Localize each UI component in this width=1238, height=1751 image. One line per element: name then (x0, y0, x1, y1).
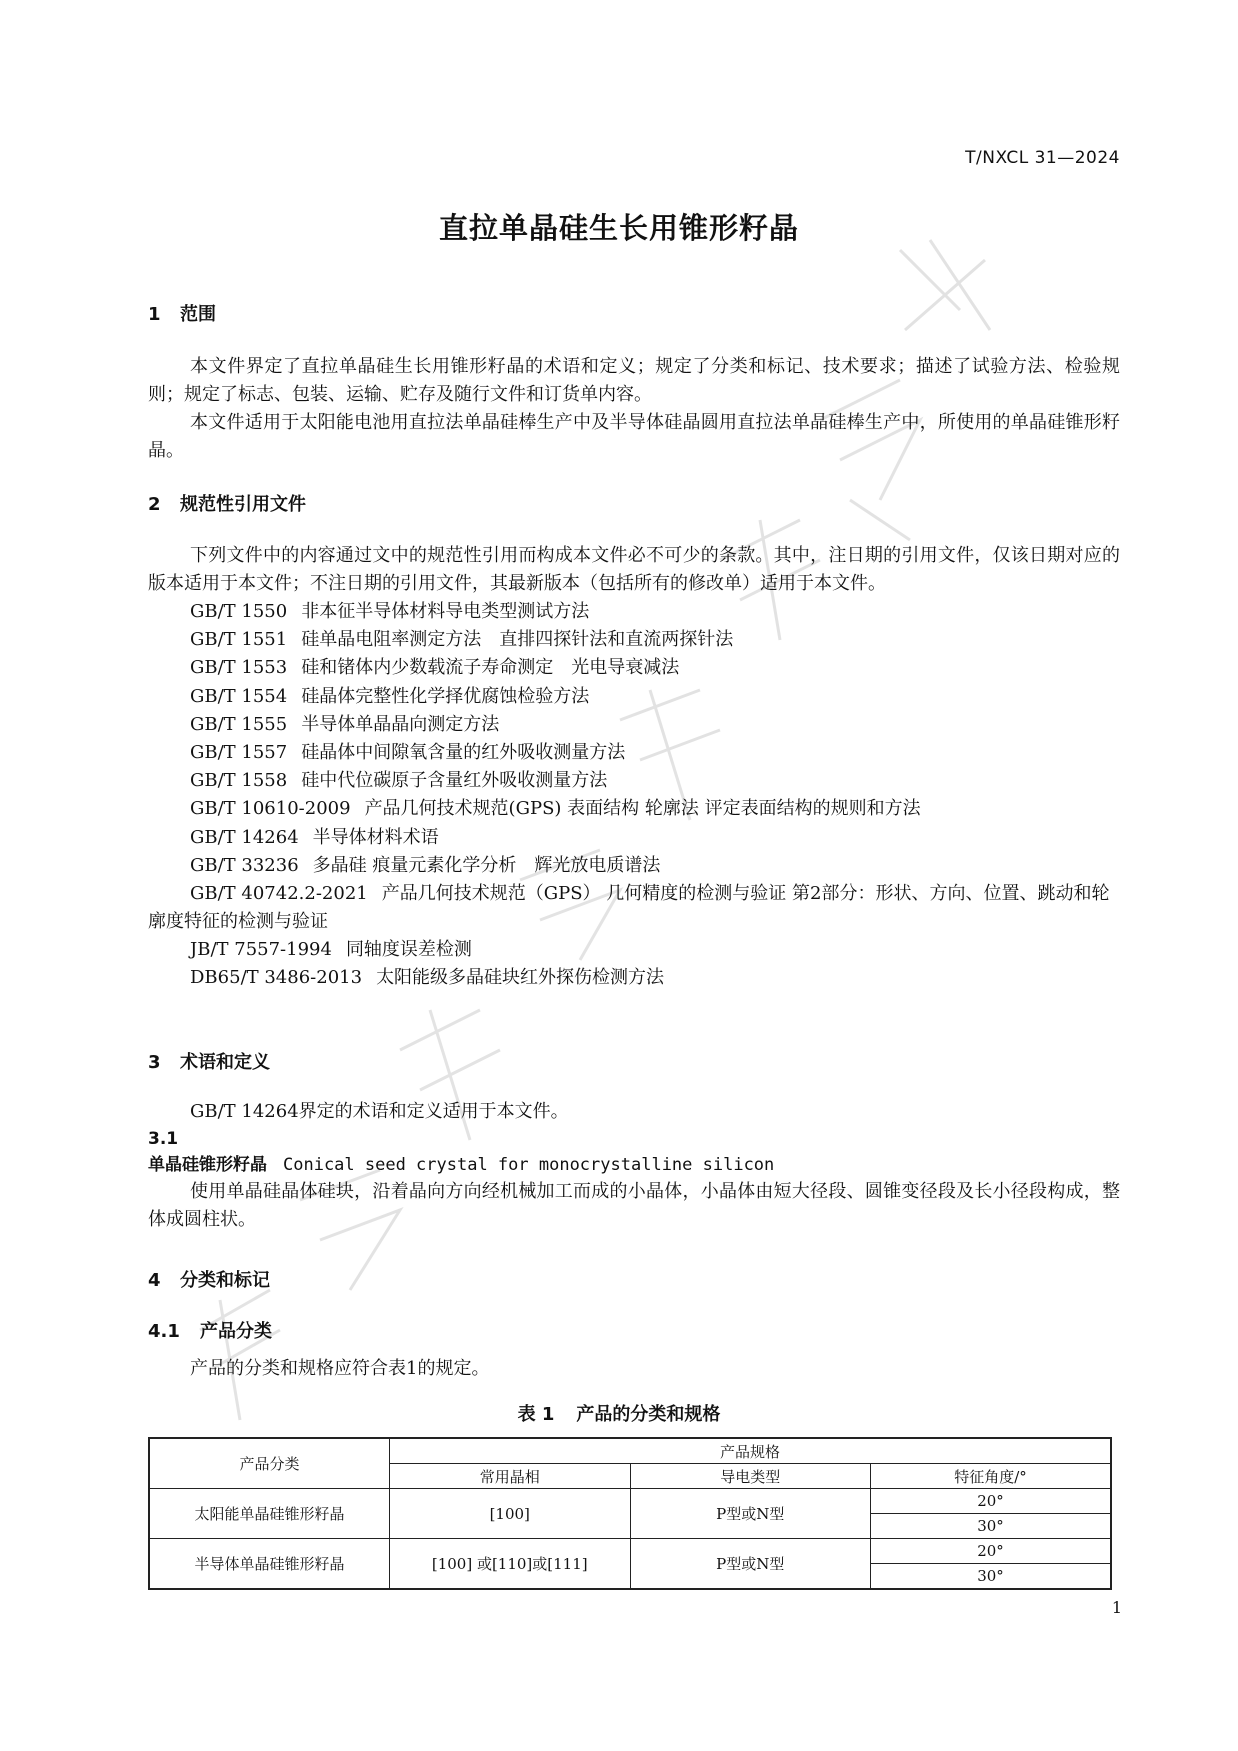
term-number: 3.1 (148, 1129, 179, 1149)
table-row (149, 1489, 1111, 1514)
reference-item: JB/T 7557-1994 同轴度误差检测 (190, 939, 472, 961)
cell-angle: 20° (870, 1539, 1111, 1564)
reference-item: DB65/T 3486-2013 太阳能级多晶硅块红外探伤检测方法 (190, 967, 665, 989)
section-heading: 4 分类和标记 (148, 1270, 270, 1291)
section-scope (148, 300, 1120, 326)
cell-orientation: [100] 或[110]或[111] (389, 1539, 630, 1590)
classification-body (148, 1355, 1120, 1383)
paragraph: GB/T 14264界定的术语和定义适用于本文件。 (190, 1101, 569, 1122)
header-cell-conductivity: 导电类型 (630, 1464, 870, 1489)
paragraph: 本文件适用于太阳能电池用直拉法单晶硅棒生产中及半导体硅晶圆用直拉法单晶硅棒生产中，所使用的单晶硅锥形籽晶。 (148, 412, 1120, 461)
section-heading: 1 范围 (148, 304, 216, 325)
references-body (148, 542, 1120, 992)
section-terms (148, 1048, 1120, 1074)
document-code: T/NXCL 31—2024 (965, 148, 1120, 168)
reference-item: GB/T 1554 硅晶体完整性化学择优腐蚀检验方法 (190, 685, 590, 707)
cell-conductivity: P型或N型 (630, 1489, 870, 1539)
section-normative-references (148, 490, 1120, 516)
cell-angle: 20° (870, 1489, 1111, 1514)
reference-item: GB/T 1555 半导体单晶晶向测定方法 (190, 713, 500, 735)
section-heading: 3 术语和定义 (148, 1052, 270, 1073)
header-cell-angle: 特征角度/° (870, 1464, 1111, 1489)
reference-item: GB/T 1558 硅中代位碳原子含量红外吸收测量方法 (190, 770, 608, 792)
section-heading: 2 规范性引用文件 (148, 494, 306, 515)
cell-orientation: [100] (389, 1489, 630, 1539)
section-classification (148, 1266, 1120, 1292)
table-row (149, 1539, 1111, 1564)
paragraph: 本文件界定了直拉单晶硅生长用锥形籽晶的术语和定义；规定了分类和标记、技术要求；描述了试验方法、检验规则；规定了标志、包装、运输、贮存及随行文件和订货单内容。 (148, 356, 1120, 405)
subsection-product-classification (148, 1317, 1120, 1343)
subsection-heading: 4.1 产品分类 (148, 1321, 272, 1342)
cell-category: 半导体单晶硅锥形籽晶 (149, 1539, 389, 1590)
term-definition: 使用单晶硅晶体硅块，沿着晶向方向经机械加工而成的小晶体，小晶体由短大径段、圆锥变径段及长小径段构成，整体成圆柱状。 (148, 1181, 1120, 1230)
reference-item: GB/T 10610-2009 产品几何技术规范(GPS) 表面结构 轮廓法 评定表面结构的规则和方法 (190, 798, 921, 820)
reference-item: GB/T 1557 硅晶体中间隙氧含量的红外吸收测量方法 (190, 742, 626, 764)
table-caption: 表 1 产品的分类和规格 (517, 1404, 721, 1425)
header-cell-spec: 产品规格 (389, 1438, 1111, 1464)
cell-angle: 30° (870, 1564, 1111, 1590)
term-entry: 单晶硅锥形籽晶 Conical seed crystal for monocrystalline silicon (148, 1155, 775, 1175)
reference-item: GB/T 40742.2-2021 产品几何技术规范（GPS） 几何精度的检测与验证 第2部分：形状、方向、位置、跳动和轮廓度特征的检测与验证 (148, 883, 1110, 933)
paragraph: 下列文件中的内容通过文中的规范性引用而构成本文件必不可少的条款。其中，注日期的引用文件，仅该日期对应的版本适用于本文件；不注日期的引用文件，其最新版本（包括所有的修改单）适用于本文件。 (148, 545, 1120, 594)
paragraph: 产品的分类和规格应符合表1的规定。 (190, 1358, 490, 1379)
terms-body (148, 1098, 1120, 1234)
document-title: 直拉单晶硅生长用锥形籽晶 (438, 211, 799, 245)
reference-item: GB/T 1551 硅单晶电阻率测定方法 直排四探针法和直流两探针法 (190, 629, 734, 651)
reference-item: GB/T 14264 半导体材料术语 (190, 826, 439, 848)
cell-conductivity: P型或N型 (630, 1539, 870, 1590)
cell-category: 太阳能单晶硅锥形籽晶 (149, 1489, 389, 1539)
classification-table (148, 1437, 1112, 1590)
header-cell-orientation: 常用晶相 (389, 1464, 630, 1489)
reference-item: GB/T 1553 硅和锗体内少数载流子寿命测定 光电导衰减法 (190, 657, 680, 679)
reference-item: GB/T 33236 多晶硅 痕量元素化学分析 辉光放电质谱法 (190, 854, 661, 876)
reference-item: GB/T 1550 非本征半导体材料导电类型测试方法 (190, 601, 590, 622)
header-cell-category: 产品分类 (149, 1438, 389, 1489)
scope-body (148, 353, 1120, 465)
page-number: 1 (1111, 1598, 1122, 1617)
cell-angle: 30° (870, 1514, 1111, 1539)
